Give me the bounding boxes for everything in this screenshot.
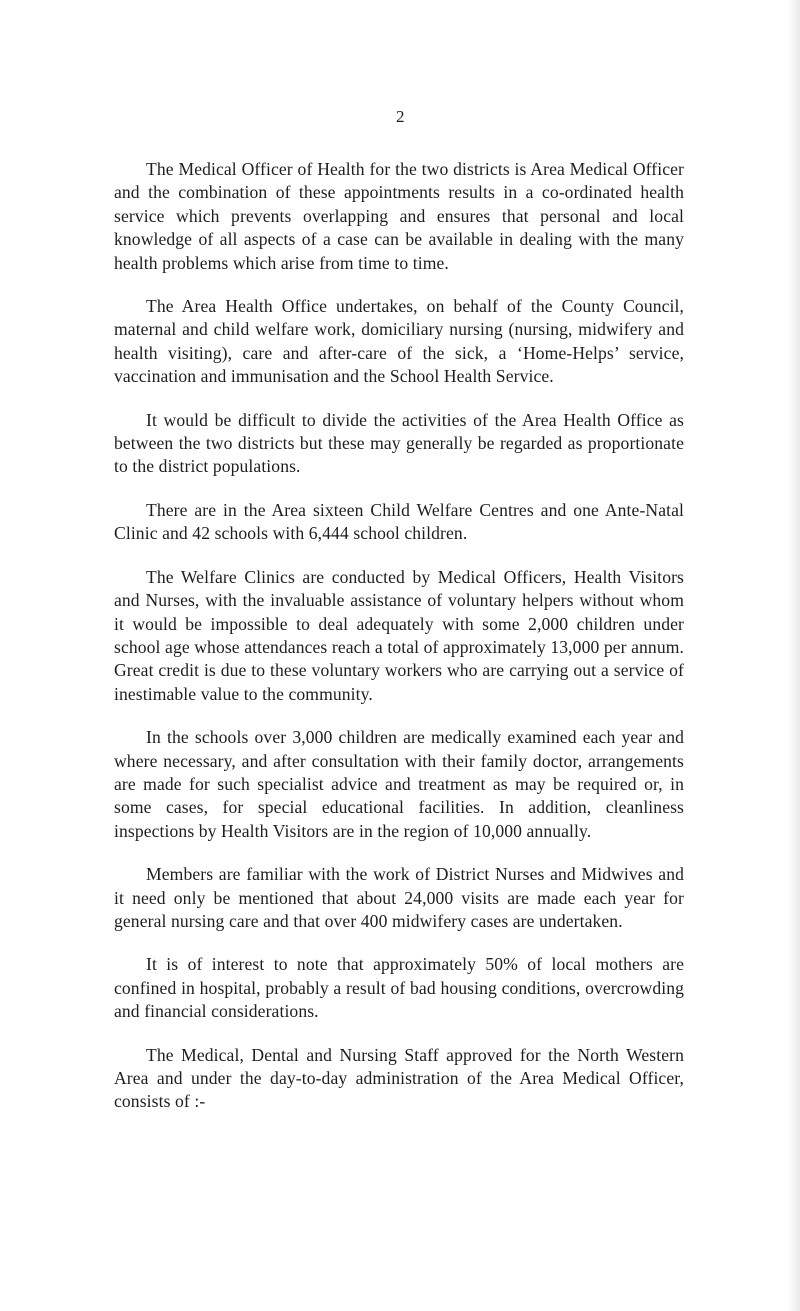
paragraph-school-examinations: In the schools over 3,000 children are medically examined each year and where necessary, and after consultation with their family doctor, arrangements are made for such specialist advice and treatment as may be required or, in some cases, for special educational facilities. In addition, cleanliness inspections by Health Visitors are in the region of 10,000 annually. (114, 727, 684, 841)
paragraph-staff-approved: The Medical, Dental and Nursing Staff approved for the North Western Area and under the day-to-day administration of the Area Medical Officer, consists of :- (114, 1044, 684, 1112)
document-body (114, 158, 684, 1134)
paragraph-hospital-confinement: It is of interest to note that approximately 50% of local mothers are confined in hospital, probably a result of bad housing conditions, overcrowding and financial considerations. (114, 954, 684, 1022)
paragraph-district-nurses: Members are familiar with the work of District Nurses and Midwives and it need only be mentioned that about 24,000 visits are made each year for general nursing care and that over 400 midwifery cases are undertaken. (114, 864, 684, 931)
paragraph-welfare-centres: There are in the Area sixteen Child Welfare Centres and one Ante-Natal Clinic and 42 schools with 6,444 school children. (114, 499, 684, 544)
paragraph-medical-officer: The Medical Officer of Health for the two districts is Area Medical Officer and the combination of these appointments results in a co-ordinated health service which prevents overlapping and ensures that personal and local knowledge of all aspects of a case can be available in dealing with the many health problems which arise from time to time. (114, 159, 684, 273)
paragraph-area-health-office: The Area Health Office undertakes, on behalf of the County Council, maternal and child welfare work, domiciliary nursing (nursing, midwifery and health visiting), care and after-care of the sick, a ‘Home-Helps’ service, vaccination and immunisation and the School Health Service. (114, 296, 684, 387)
scan-edge-shadow (788, 0, 800, 1311)
paragraph-welfare-clinics: The Welfare Clinics are conducted by Medical Officers, Health Visitors and Nurses, with the invaluable assistance of voluntary helpers without whom it would be impossible to deal adequately with some 2,000 children under school age whose attendances reach a total of approximately 13,000 per annum. Great credit is due to these voluntary workers who are carrying out a service of inestimable value to the community. (114, 566, 685, 704)
page-number: 2 (396, 107, 405, 126)
paragraph-district-activities: It would be difficult to divide the activities of the Area Health Office as between the two districts but these may generally be regarded as proportionate to the district populations. (114, 409, 684, 477)
